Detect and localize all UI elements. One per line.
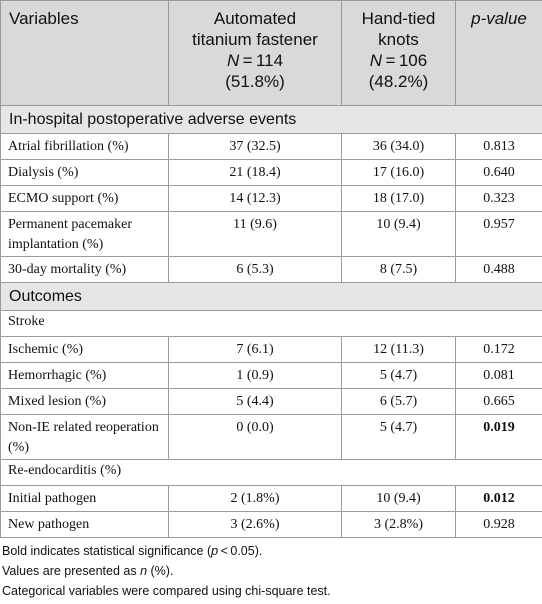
cell-automated: 0 (0.0) [169, 415, 342, 460]
cell-p-value: 0.665 [456, 389, 542, 415]
header-automated-n [169, 50, 341, 71]
cell-automated: 14 (12.3) [169, 186, 342, 212]
cell-p-value: 0.019 [456, 415, 542, 460]
header-hand-tied-line2: knots [378, 30, 419, 49]
cell-hand-tied: 10 (9.4) [342, 486, 456, 512]
cell-automated: 11 (9.6) [169, 212, 342, 257]
section-title: In-hospital postoperative adverse events [1, 106, 542, 134]
header-hand-tied [342, 1, 456, 106]
row-label: ECMO support (%) [1, 186, 169, 212]
header-automated-n-value: = 114 [239, 51, 284, 70]
cell-hand-tied: 17 (16.0) [342, 160, 456, 186]
cell-automated: 21 (18.4) [169, 160, 342, 186]
table-row [1, 512, 542, 538]
table-row [1, 337, 542, 363]
row-label: Initial pathogen [1, 486, 169, 512]
cell-hand-tied: 18 (17.0) [342, 186, 456, 212]
cell-hand-tied: 36 (34.0) [342, 134, 456, 160]
header-automated-pct: (51.8%) [225, 72, 285, 91]
row-label: Non-IE related reoperation (%) [1, 415, 169, 460]
table-row [1, 212, 542, 257]
section-adverse-events [1, 106, 542, 134]
header-hand-tied-line1: Hand-tied [361, 9, 436, 28]
note-significance [2, 541, 331, 561]
table-row [1, 160, 542, 186]
table-row [1, 363, 542, 389]
row-label: Mixed lesion (%) [1, 389, 169, 415]
note-significance-text: Bold indicates statistical significance ( [2, 544, 212, 558]
note-method: Categorical variables were compared using chi-square test. [2, 584, 331, 598]
cell-hand-tied: 3 (2.8%) [342, 512, 456, 538]
cell-p-value: 0.813 [456, 134, 542, 160]
table-row [1, 257, 542, 283]
cell-p-value: 0.172 [456, 337, 542, 363]
row-label: Permanent pacemaker implantation (%) [1, 212, 169, 257]
table-row [1, 186, 542, 212]
cell-automated: 2 (1.8%) [169, 486, 342, 512]
row-label: New pathogen [1, 512, 169, 538]
section-title: Outcomes [1, 283, 542, 311]
table-row [1, 389, 542, 415]
section-outcomes [1, 283, 542, 311]
row-label: Hemorrhagic (%) [1, 363, 169, 389]
n-symbol: N [226, 51, 240, 70]
row-label: Ischemic (%) [1, 337, 169, 363]
header-hand-tied-n-value: = 106 [382, 51, 428, 70]
header-automated-line1: Automated [213, 9, 297, 28]
table-notes [2, 541, 331, 601]
p-value-label: p-value [471, 9, 527, 28]
cell-p-value: 0.323 [456, 186, 542, 212]
note-values-pct: (%). [147, 564, 174, 578]
cell-automated: 6 (5.3) [169, 257, 342, 283]
cell-automated: 3 (2.6%) [169, 512, 342, 538]
header-p-value [456, 1, 542, 106]
header-hand-tied-pct: (48.2%) [368, 72, 429, 91]
cell-p-value: 0.012 [456, 486, 542, 512]
cell-p-value: 0.928 [456, 512, 542, 538]
header-row [1, 1, 542, 106]
header-automated [169, 1, 342, 106]
note-values [2, 561, 331, 581]
subgroup-stroke [1, 311, 542, 337]
table-row [1, 486, 542, 512]
cell-hand-tied: 8 (7.5) [342, 257, 456, 283]
cell-hand-tied: 5 (4.7) [342, 363, 456, 389]
subgroup-re-endocarditis [1, 460, 542, 486]
note-n-symbol: n [140, 564, 148, 578]
row-label: 30-day mortality (%) [1, 257, 169, 283]
cell-p-value: 0.640 [456, 160, 542, 186]
row-label: Atrial fibrillation (%) [1, 134, 169, 160]
note-p-symbol: p [211, 544, 219, 558]
subgroup-stroke-label: Stroke [1, 311, 542, 337]
cell-hand-tied: 6 (5.7) [342, 389, 456, 415]
cell-hand-tied: 10 (9.4) [342, 212, 456, 257]
note-threshold: < 0.05). [218, 544, 263, 558]
row-label: Dialysis (%) [1, 160, 169, 186]
cell-p-value: 0.081 [456, 363, 542, 389]
table-row [1, 134, 542, 160]
header-variables: Variables [1, 1, 169, 106]
header-automated-line2: titanium fastener [192, 30, 318, 49]
cell-automated: 1 (0.9) [169, 363, 342, 389]
cell-automated: 5 (4.4) [169, 389, 342, 415]
note-values-text: Values are presented as [2, 564, 141, 578]
cell-automated: 37 (32.5) [169, 134, 342, 160]
n-symbol: N [369, 51, 383, 70]
cell-p-value: 0.488 [456, 257, 542, 283]
cell-automated: 7 (6.1) [169, 337, 342, 363]
table-row [1, 415, 542, 460]
cell-hand-tied: 5 (4.7) [342, 415, 456, 460]
table-body [1, 106, 542, 538]
header-hand-tied-n [342, 50, 455, 71]
cell-hand-tied: 12 (11.3) [342, 337, 456, 363]
subgroup-re-endocarditis-label: Re-endocarditis (%) [1, 460, 542, 486]
cell-p-value: 0.957 [456, 212, 542, 257]
